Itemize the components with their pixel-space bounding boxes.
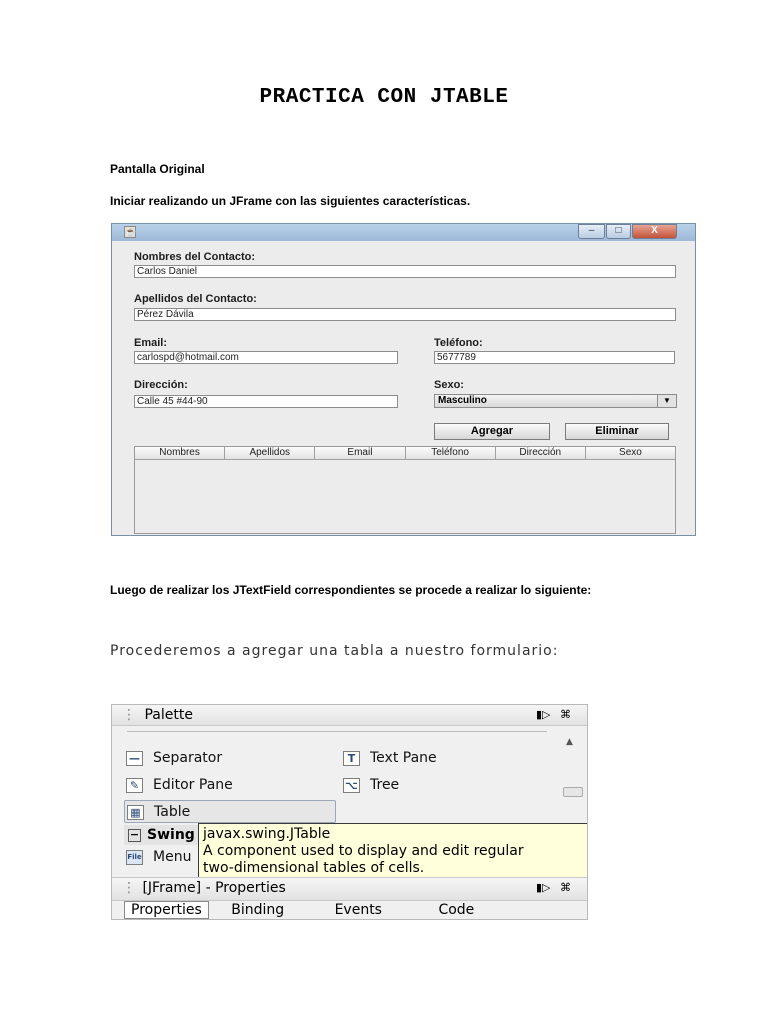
palette-item-separator[interactable] [126,747,222,769]
table-header [135,447,675,460]
column-header-direccion[interactable]: Dirección [496,447,586,459]
section-label: Swing [147,827,195,843]
tree-icon: ⌥ [343,778,360,793]
palette-item-table[interactable] [124,800,336,823]
paragraph-iniciar: Iniciar realizando un JFrame con las siguientes características. [110,194,471,208]
sexo-combobox-value: Masculino [438,395,487,406]
direccion-field[interactable]: Calle 45 #44-90 [134,395,398,408]
palette-item-label: Editor Pane [153,777,233,793]
telefono-label: Teléfono: [434,337,483,349]
grip-icon: ⋮ [122,880,136,896]
palette-title: Palette [144,707,193,723]
paragraph-luego: Luego de realizar los JTextField correspondientes se procede a realizar lo siguiente: [110,583,592,597]
collapse-icon[interactable]: − [129,827,140,841]
apellidos-label: Apellidos del Contacto: [134,293,257,305]
agregar-button[interactable]: Agregar [434,423,550,440]
nombres-field[interactable]: Carlos Daniel [134,265,676,278]
minimize-button[interactable] [578,224,605,239]
chevron-down-icon[interactable]: ▼ [657,395,676,407]
tab-binding[interactable]: Binding [231,902,285,918]
sexo-combobox[interactable] [434,394,677,408]
nombres-label: Nombres del Contacto: [134,251,256,263]
quote-procederemos: Procederemos a agregar una tabla a nuestro formulario: [110,643,559,659]
table-icon: ▦ [127,805,144,820]
dock-icon[interactable]: ▮▷ [536,881,551,894]
maximize-icon: □ [615,225,622,236]
properties-tabs [124,901,584,919]
close-button[interactable] [632,224,677,239]
close-panel-icon[interactable]: ⌘ [560,881,571,894]
close-panel-icon[interactable]: ⌘ [560,708,571,721]
tab-properties[interactable]: Properties [124,901,209,919]
java-cup-icon: ☕ [125,227,137,237]
tab-code[interactable]: Code [438,902,475,918]
properties-title: [JFrame] - Properties [142,880,286,896]
palette-item-editor-pane[interactable] [126,774,233,796]
tooltip-description-1: A component used to display and edit regular [203,843,524,859]
file-menu-icon: File [126,850,143,865]
jframe-screenshot [111,223,696,536]
window-titlebar [112,224,695,241]
palette-item-label: Menu [153,849,192,865]
apellidos-field[interactable]: Pérez Dávila [134,308,676,321]
palette-item-label: Tree [370,777,400,793]
tab-events[interactable]: Events [334,902,382,918]
column-header-email[interactable]: Email [315,447,405,459]
column-header-telefono[interactable]: Teléfono [406,447,496,459]
editor-pane-icon: ✎ [126,778,143,793]
tooltip-class-name: javax.swing.JTable [203,826,331,842]
palette-item-tree[interactable] [343,774,399,796]
scroll-thumb[interactable] [563,787,583,797]
email-field[interactable]: carlospd@hotmail.com [134,351,398,364]
clipped-row [127,726,547,732]
direccion-label: Dirección: [134,379,188,391]
tooltip-description-2: two-dimensional tables of cells. [203,860,425,876]
column-header-apellidos[interactable]: Apellidos [225,447,315,459]
maximize-button[interactable] [606,224,631,239]
properties-header [112,877,587,901]
palette-screenshot [111,704,588,920]
dock-icon[interactable]: ▮▷ [536,708,551,721]
heading-pantalla-original: Pantalla Original [110,162,205,176]
text-pane-icon: T [343,751,360,766]
document-title: PRACTICA CON JTABLE [259,86,509,109]
column-header-nombres[interactable]: Nombres [135,447,225,459]
separator-icon: — [126,751,143,766]
jtable-tooltip [198,823,588,882]
telefono-field[interactable]: 5677789 [434,351,675,364]
email-label: Email: [134,337,168,349]
palette-item-text-pane[interactable] [343,747,437,769]
palette-header [112,705,587,726]
eliminar-button[interactable]: Eliminar [565,423,669,440]
column-header-sexo[interactable]: Sexo [619,447,642,458]
minimize-icon: – [588,225,595,236]
palette-item-label: Text Pane [370,750,437,766]
scroll-up-icon[interactable]: ▲ [566,737,573,747]
palette-item-menu[interactable] [126,846,191,868]
grip-icon: ⋮ [122,707,136,723]
contacts-table[interactable] [134,446,676,534]
sexo-label: Sexo: [434,379,464,391]
palette-item-label: Separator [153,750,223,766]
close-icon: X [651,225,658,236]
palette-item-label: Table [154,804,191,820]
